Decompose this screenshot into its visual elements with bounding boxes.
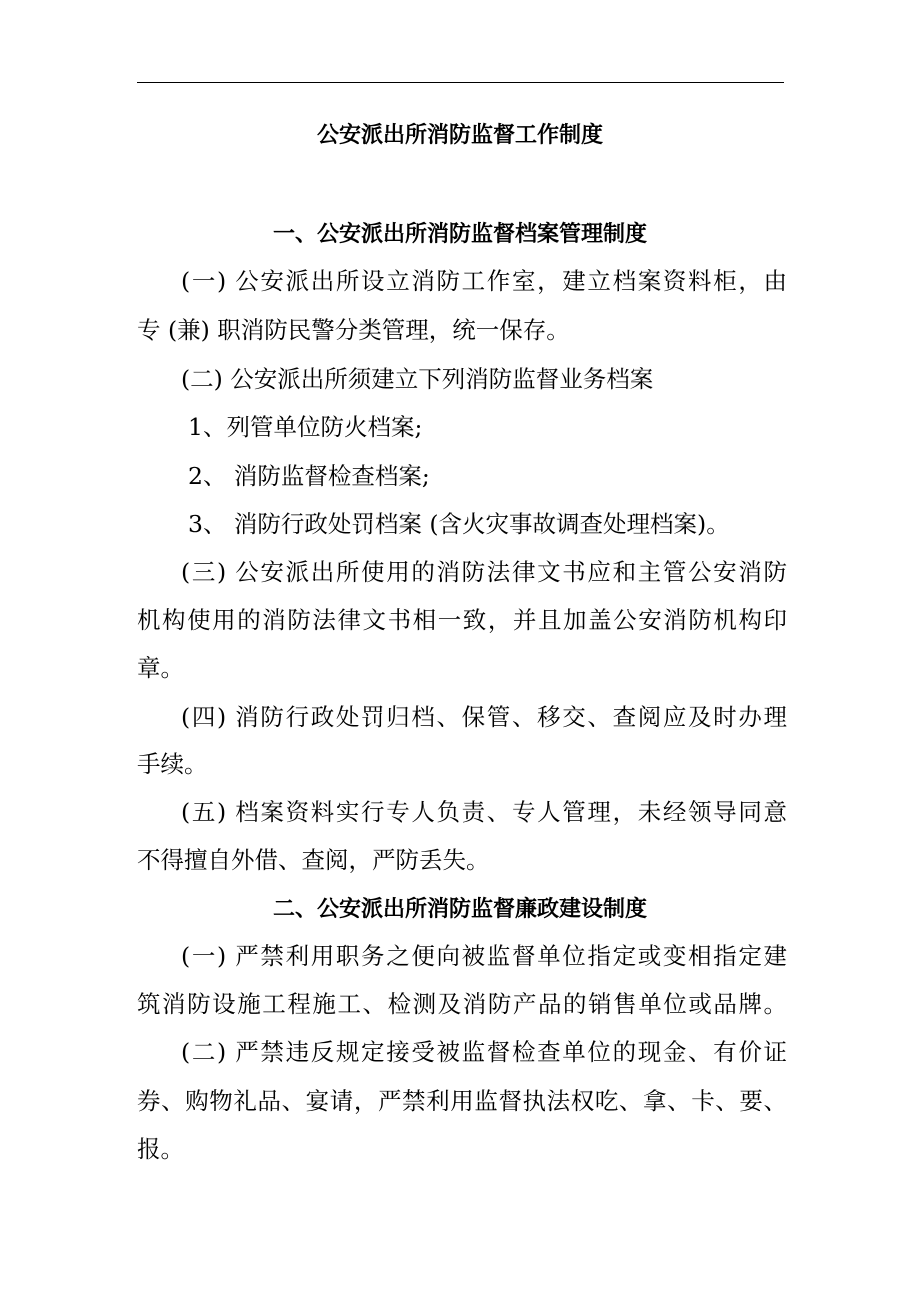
paragraph-line: (一) 公安派出所设立消防工作室，建立档案资料柜，由 <box>181 267 787 295</box>
paragraph-line: 机构使用的消防法律文书相一致，并且加盖公安消防机构印 <box>137 606 787 634</box>
list-item: 1、列管单位防火档案; <box>188 413 423 441</box>
list-item: 2、 消防监督检查档案; <box>188 462 430 490</box>
document-title: 公安派出所消防监督工作制度 <box>316 122 603 148</box>
paragraph-line: (四) 消防行政处罚归档、保管、移交、查阅应及时办理 <box>181 703 787 731</box>
paragraph-line: 章。 <box>137 654 184 682</box>
paragraph-line: 报。 <box>137 1135 184 1163</box>
section-heading-1: 一、公安派出所消防监督档案管理制度 <box>272 221 647 247</box>
paragraph-line: (五) 档案资料实行专人负责、专人管理，未经领导同意 <box>181 798 787 826</box>
paragraph-line: (一) 严禁利用职务之便向被监督单位指定或变相指定建 <box>181 942 787 970</box>
header-rule <box>137 82 784 83</box>
paragraph-line: (三) 公安派出所使用的消防法律文书应和主管公安消防 <box>181 558 787 586</box>
paragraph-line: 筑消防设施工程施工、检测及消防产品的销售单位或品牌。 <box>137 990 787 1018</box>
paragraph-line: 手续。 <box>137 750 208 778</box>
list-item: 3、 消防行政处罚档案 (含火灾事故调查处理档案)。 <box>188 510 730 538</box>
section-heading-2: 二、公安派出所消防监督廉政建设制度 <box>272 896 647 922</box>
paragraph-line: 不得擅自外借、查阅，严防丢失。 <box>137 846 490 874</box>
paragraph-line: (二) 公安派出所须建立下列消防监督业务档案 <box>181 365 654 393</box>
paragraph-line: (二) 严禁违反规定接受被监督检查单位的现金、有价证 <box>181 1038 787 1066</box>
paragraph-line: 券、购物礼品、宴请，严禁利用监督执法权吃、拿、卡、要、 <box>137 1087 787 1115</box>
paragraph-line: 专 (兼) 职消防民警分类管理，统一保存。 <box>137 316 570 344</box>
